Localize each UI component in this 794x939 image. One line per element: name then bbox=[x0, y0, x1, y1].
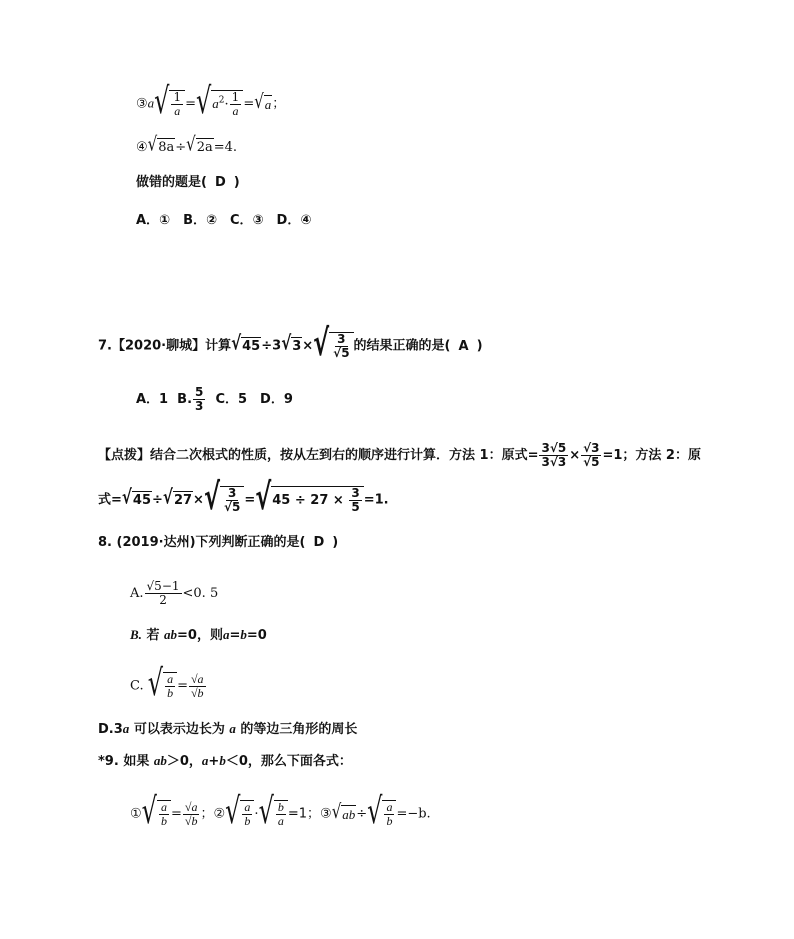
item-4-marker: ④ bbox=[136, 140, 148, 155]
sqrt-2a: √ 2a bbox=[186, 132, 213, 156]
question-7: 7.【2020·聊城】计算 √ 45 ÷3 √ 3 × √ $\frac{3}{√5}$ 的结果正确的是( A ) bbox=[98, 322, 483, 364]
question-7-options: A．1 B. $\frac{5}{3}$ C．5 D．9 bbox=[136, 385, 293, 413]
question-6-options: A．① B．② C．③ D．④ bbox=[136, 213, 312, 228]
question-number: 7. bbox=[98, 338, 112, 354]
question-8: 8. (2019·达州)下列判断正确的是( D ) bbox=[98, 535, 339, 550]
answer-letter: D bbox=[313, 535, 325, 550]
source-tag: 【2020·聊城】 bbox=[111, 338, 206, 354]
sqrt-frac bbox=[154, 80, 185, 122]
question-8-option-a: A. $\frac{√5-1}{2}$ <0. 5 bbox=[130, 579, 219, 607]
sqrt-a: √ a bbox=[254, 89, 272, 113]
question-9-expressions: ① √ $\frac{a}{b}$ = $\frac{√a}{√b}$ ；② √ $\frac{a}{b}$ · √ $\frac{b}{a}$ =1；③ √ ab ÷ √ $\frac{a}{b}$ =−b. bbox=[130, 790, 431, 832]
sqrt-8a: √ 8a bbox=[147, 132, 175, 156]
hint-tag: 【点拨】 bbox=[98, 448, 151, 463]
question-9: *9. 如果 ab＞0，a+b＜0，那么下面各式： bbox=[98, 753, 352, 769]
radical-sign: √ bbox=[154, 80, 170, 122]
question-8-option-d: D.3a 可以表示边长为 a 的等边三角形的周长 bbox=[98, 721, 358, 737]
question-8-option-c: C. √ $\frac{a}{b}$ = $\frac{√a}{√b}$ bbox=[130, 662, 204, 704]
question-8-option-b: B. 若 ab=0，则a=b=0 bbox=[130, 627, 267, 643]
wrong-question-line: 做错的题是( D ) bbox=[136, 175, 240, 190]
hint-line-2: 式= √ 45 ÷ √ 27 × √ $\frac{3}{√5}$ = √ 45 ÷ 27 × $\frac{3}{5}$ =1. bbox=[98, 476, 389, 518]
item-4-line: ④ √ 8a ÷ √ 2a =4. bbox=[136, 132, 238, 156]
item-3-line: ③a √ $\frac{1}{a}$ = √ $a^2\cdot$ $\frac{1}{a}$ = √ a ； bbox=[136, 90, 285, 118]
hint-line-1: 【点拨】结合二次根式的性质，按从左到右的顺序进行计算．方法 1：原式= $\frac{3√5}{3√3}$ × $\frac{√3}{√5}$ =1；方法 2：原 bbox=[98, 441, 701, 469]
item-3-marker: ③ bbox=[136, 96, 148, 112]
sqrt-a2-frac: √ $a^2\cdot$ $\frac{1}{a}$ bbox=[196, 90, 243, 118]
fraction: $\frac{1}{a}$ bbox=[173, 90, 182, 118]
var-a: a bbox=[147, 95, 155, 111]
answer-letter: D bbox=[214, 175, 226, 190]
answer-letter: A bbox=[458, 338, 469, 354]
